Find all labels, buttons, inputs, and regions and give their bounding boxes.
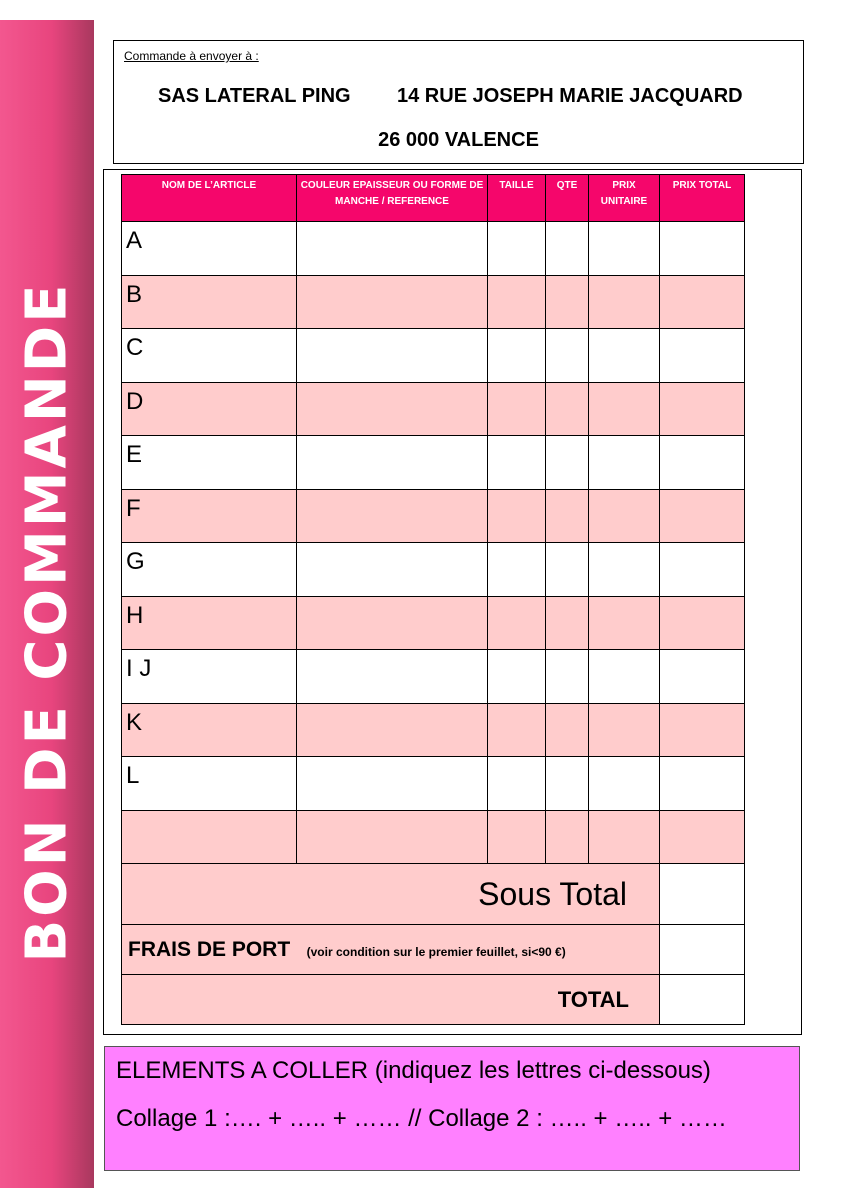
total-price-cell[interactable] <box>660 543 745 597</box>
shipping-note: (voir condition sur le premier feuillet, si<90 €) <box>306 944 566 959</box>
size-cell[interactable] <box>488 596 546 650</box>
details-cell[interactable] <box>297 382 488 436</box>
total-price-cell[interactable] <box>660 757 745 811</box>
details-cell[interactable] <box>297 543 488 597</box>
shipping-row <box>122 925 745 975</box>
collage-line[interactable]: Collage 1 :…. + ….. + …… // Collage 2 : ….. + ….. + …… <box>116 1105 727 1132</box>
unit-price-cell[interactable] <box>589 382 660 436</box>
qty-cell[interactable] <box>546 275 589 329</box>
table-row <box>122 703 745 757</box>
table-row <box>122 382 745 436</box>
total-price-cell[interactable] <box>660 596 745 650</box>
qty-cell[interactable] <box>546 329 589 383</box>
article-letter-cell[interactable]: G <box>122 543 297 597</box>
size-cell[interactable] <box>488 222 546 276</box>
table-row <box>122 436 745 490</box>
details-cell[interactable] <box>297 436 488 490</box>
article-letter-cell[interactable]: A <box>122 222 297 276</box>
article-letter-cell[interactable]: C <box>122 329 297 383</box>
article-letter-cell[interactable]: F <box>122 489 297 543</box>
order-table <box>121 174 745 1025</box>
unit-price-cell[interactable] <box>589 757 660 811</box>
total-row <box>122 975 745 1025</box>
shipping-value-cell[interactable] <box>660 925 745 975</box>
table-row <box>122 543 745 597</box>
total-price-cell[interactable] <box>660 810 745 864</box>
address-caption: Commande à envoyer à : <box>124 49 259 63</box>
article-letter-cell[interactable]: H <box>122 596 297 650</box>
size-cell[interactable] <box>488 329 546 383</box>
article-letter-cell[interactable]: B <box>122 275 297 329</box>
unit-price-cell[interactable] <box>589 329 660 383</box>
unit-price-cell[interactable] <box>589 596 660 650</box>
total-price-cell[interactable] <box>660 650 745 704</box>
unit-price-cell[interactable] <box>589 489 660 543</box>
qty-cell[interactable] <box>546 650 589 704</box>
article-letter-cell[interactable]: L <box>122 757 297 811</box>
banner-title: BON DE COMMANDE <box>14 281 80 963</box>
qty-cell[interactable] <box>546 382 589 436</box>
unit-price-cell[interactable] <box>589 543 660 597</box>
collage-title: ELEMENTS A COLLER (indiquez les lettres ci-dessous) <box>116 1057 711 1084</box>
header-total-price: PRIX TOTAL <box>660 175 745 222</box>
qty-cell[interactable] <box>546 703 589 757</box>
table-row <box>122 757 745 811</box>
details-cell[interactable] <box>297 810 488 864</box>
article-letter-cell[interactable]: E <box>122 436 297 490</box>
header-qty: QTE <box>546 175 589 222</box>
total-price-cell[interactable] <box>660 382 745 436</box>
subtotal-value-cell[interactable] <box>660 864 745 925</box>
unit-price-cell[interactable] <box>589 222 660 276</box>
details-cell[interactable] <box>297 275 488 329</box>
article-letter-cell[interactable]: D <box>122 382 297 436</box>
size-cell[interactable] <box>488 489 546 543</box>
total-label: TOTAL <box>122 975 660 1025</box>
address-city: 26 000 VALENCE <box>378 129 539 151</box>
total-value-cell[interactable] <box>660 975 745 1025</box>
qty-cell[interactable] <box>546 436 589 490</box>
table-row <box>122 275 745 329</box>
shipping-label-cell <box>122 925 660 975</box>
article-letter-cell[interactable]: K <box>122 703 297 757</box>
table-row <box>122 596 745 650</box>
details-cell[interactable] <box>297 222 488 276</box>
shipping-label: FRAIS DE PORT <box>128 937 291 961</box>
size-cell[interactable] <box>488 275 546 329</box>
total-price-cell[interactable] <box>660 329 745 383</box>
qty-cell[interactable] <box>546 810 589 864</box>
qty-cell[interactable] <box>546 489 589 543</box>
details-cell[interactable] <box>297 650 488 704</box>
size-cell[interactable] <box>488 436 546 490</box>
qty-cell[interactable] <box>546 543 589 597</box>
unit-price-cell[interactable] <box>589 650 660 704</box>
qty-cell[interactable] <box>546 596 589 650</box>
table-row <box>122 489 745 543</box>
header-article: NOM DE L’ARTICLE <box>122 175 297 222</box>
header-details: COULEUR EPAISSEUR OU FORME DE MANCHE / REFERENCE <box>297 175 488 222</box>
subtotal-row <box>122 864 745 925</box>
table-row <box>122 810 745 864</box>
total-price-cell[interactable] <box>660 703 745 757</box>
address-street: 14 RUE JOSEPH MARIE JACQUARD <box>397 85 743 107</box>
table-header-row <box>122 175 745 222</box>
details-cell[interactable] <box>297 757 488 811</box>
details-cell[interactable] <box>297 329 488 383</box>
table-row <box>122 650 745 704</box>
details-cell[interactable] <box>297 596 488 650</box>
table-row <box>122 329 745 383</box>
total-price-cell[interactable] <box>660 436 745 490</box>
header-size: TAILLE <box>488 175 546 222</box>
side-banner <box>0 20 94 1188</box>
size-cell[interactable] <box>488 703 546 757</box>
size-cell[interactable] <box>488 757 546 811</box>
unit-price-cell[interactable] <box>589 436 660 490</box>
size-cell[interactable] <box>488 543 546 597</box>
article-letter-cell[interactable] <box>122 810 297 864</box>
article-letter-cell[interactable]: I J <box>122 650 297 704</box>
unit-price-cell[interactable] <box>589 810 660 864</box>
qty-cell[interactable] <box>546 757 589 811</box>
total-price-cell[interactable] <box>660 222 745 276</box>
header-unit-price: PRIX UNITAIRE <box>589 175 660 222</box>
address-company: SAS LATERAL PING <box>158 85 351 107</box>
details-cell[interactable] <box>297 489 488 543</box>
qty-cell[interactable] <box>546 222 589 276</box>
total-price-cell[interactable] <box>660 275 745 329</box>
unit-price-cell[interactable] <box>589 703 660 757</box>
details-cell[interactable] <box>297 703 488 757</box>
size-cell[interactable] <box>488 650 546 704</box>
collage-box <box>104 1046 800 1171</box>
table-row <box>122 222 745 276</box>
size-cell[interactable] <box>488 382 546 436</box>
address-box <box>113 40 804 164</box>
unit-price-cell[interactable] <box>589 275 660 329</box>
subtotal-label: Sous Total <box>122 864 660 925</box>
size-cell[interactable] <box>488 810 546 864</box>
total-price-cell[interactable] <box>660 489 745 543</box>
